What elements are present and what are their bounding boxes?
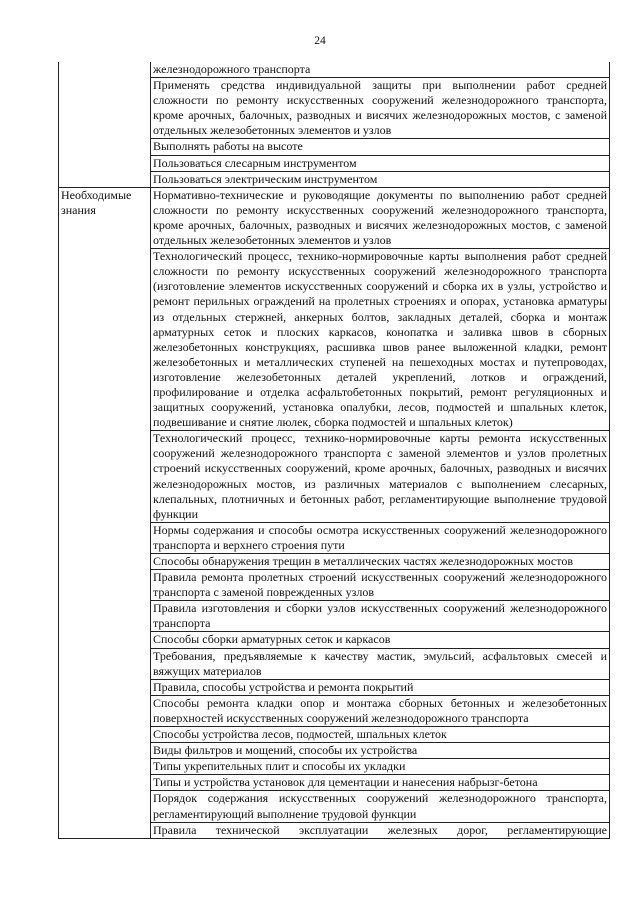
knowledge-item: Способы устройства лесов, подмостей, шпальных клеток [151, 727, 610, 743]
knowledge-item: Нормативно-технические и руководящие документы по выполнению работ средней сложности по ремонту искусственных сооружений железнодорожного транспорта, кроме арочных, балочных, разводных и висячих железнодорожных мостов, с заменой отдельных железобетонных элементов и узлов [151, 187, 610, 248]
knowledge-item: Правила технической эксплуатации железных дорог, регламентирующие [151, 822, 610, 838]
page-number: 24 [314, 35, 326, 47]
knowledge-item: Правила ремонта пролетных строений искусственных сооружений железнодорожного транспорта с заменой поврежденных узлов [151, 570, 610, 601]
knowledge-row [59, 187, 610, 248]
skill-item: железнодорожного транспорта [151, 62, 610, 78]
skills-row [59, 62, 610, 78]
knowledge-item: Технологический процесс, технико-нормировочные карты ремонта искусственных сооружений железнодорожного транспорта с заменой элементов и узлов пролетных строений искусственных сооружений, кроме арочных, балочных, разводных и висячих железнодорожных мостов, из различных материалов с выполнением слесарных, клепальных, плотничных и бетонных работ, регламентирующие выполнение трудовой функции [151, 431, 610, 523]
knowledge-item: Правила изготовления и сборки узлов искусственных сооружений железнодорожного транспорта [151, 601, 610, 632]
competency-table-body [59, 62, 610, 838]
skill-item: Выполнять работы на высоте [151, 139, 610, 155]
skills-label-cell [59, 62, 151, 187]
knowledge-item: Требования, предъявляемые к качеству мастик, эмульсий, асфальтовых смесей и вяжущих материалов [151, 648, 610, 679]
knowledge-item: Способы ремонта кладки опор и монтажа сборных бетонных и железобетонных поверхностей искусственных сооружений железнодорожного транспорта [151, 695, 610, 726]
knowledge-item: Типы укрепительных плит и способы их укладки [151, 759, 610, 775]
competency-table [58, 62, 610, 839]
skill-item: Пользоваться электрическим инструментом [151, 171, 610, 187]
knowledge-item: Виды фильтров и мощений, способы их устройства [151, 743, 610, 759]
skill-item: Применять средства индивидуальной защиты при выполнении работ средней сложности по ремонту искусственных сооружений железнодорожного транспорта, кроме арочных, балочных, разводных и висячих железнодорожных мостов, с заменой отдельных железобетонных элементов и узлов [151, 78, 610, 139]
knowledge-item: Способы обнаружения трещин в металлических частях железнодорожных мостов [151, 554, 610, 570]
knowledge-item: Типы и устройства установок для цементации и нанесения набрызг-бетона [151, 775, 610, 791]
knowledge-item: Порядок содержания искусственных сооружений железнодорожного транспорта, регламентирующий выполнение трудовой функции [151, 791, 610, 822]
knowledge-item: Нормы содержания и способы осмотра искусственных сооружений железнодорожного транспорта и верхнего строения пути [151, 522, 610, 553]
knowledge-item: Правила, способы устройства и ремонта покрытий [151, 679, 610, 695]
skill-item: Пользоваться слесарным инструментом [151, 155, 610, 171]
knowledge-label-cell: Необходимые знания [59, 187, 151, 838]
knowledge-item: Способы сборки арматурных сеток и каркасов [151, 632, 610, 648]
knowledge-item: Технологический процесс, технико-нормировочные карты выполнения работ средней сложности по ремонту искусственных сооружений железнодорожного транспорта (изготовление элементов искусственных сооружений и сборка их в узлы, устройство и ремонт перильных ограждений на пролетных строениях и опорах, установка арматуры из отдельных стержней, анкерных болтов, закладных деталей, сборка и монтаж арматурных сеток и плоских каркасов, конопатка и заливка швов в сборных железобетонных конструкциях, расшивка швов ранее выложенной кладки, ремонт железобетонных и металлических ступеней на пешеходных мостах и путепроводах, изготовление железобетонных деталей укреплений, лотков и ограждений, профилирование и отделка асфальтобетонных покрытий, ремонт регуляционных и защитных сооружений, установка опалубки, лесов, подмостей и шпальных клеток, подвешивание и снятие люлек, сборка подмостей и шпальных клеток) [151, 249, 610, 431]
